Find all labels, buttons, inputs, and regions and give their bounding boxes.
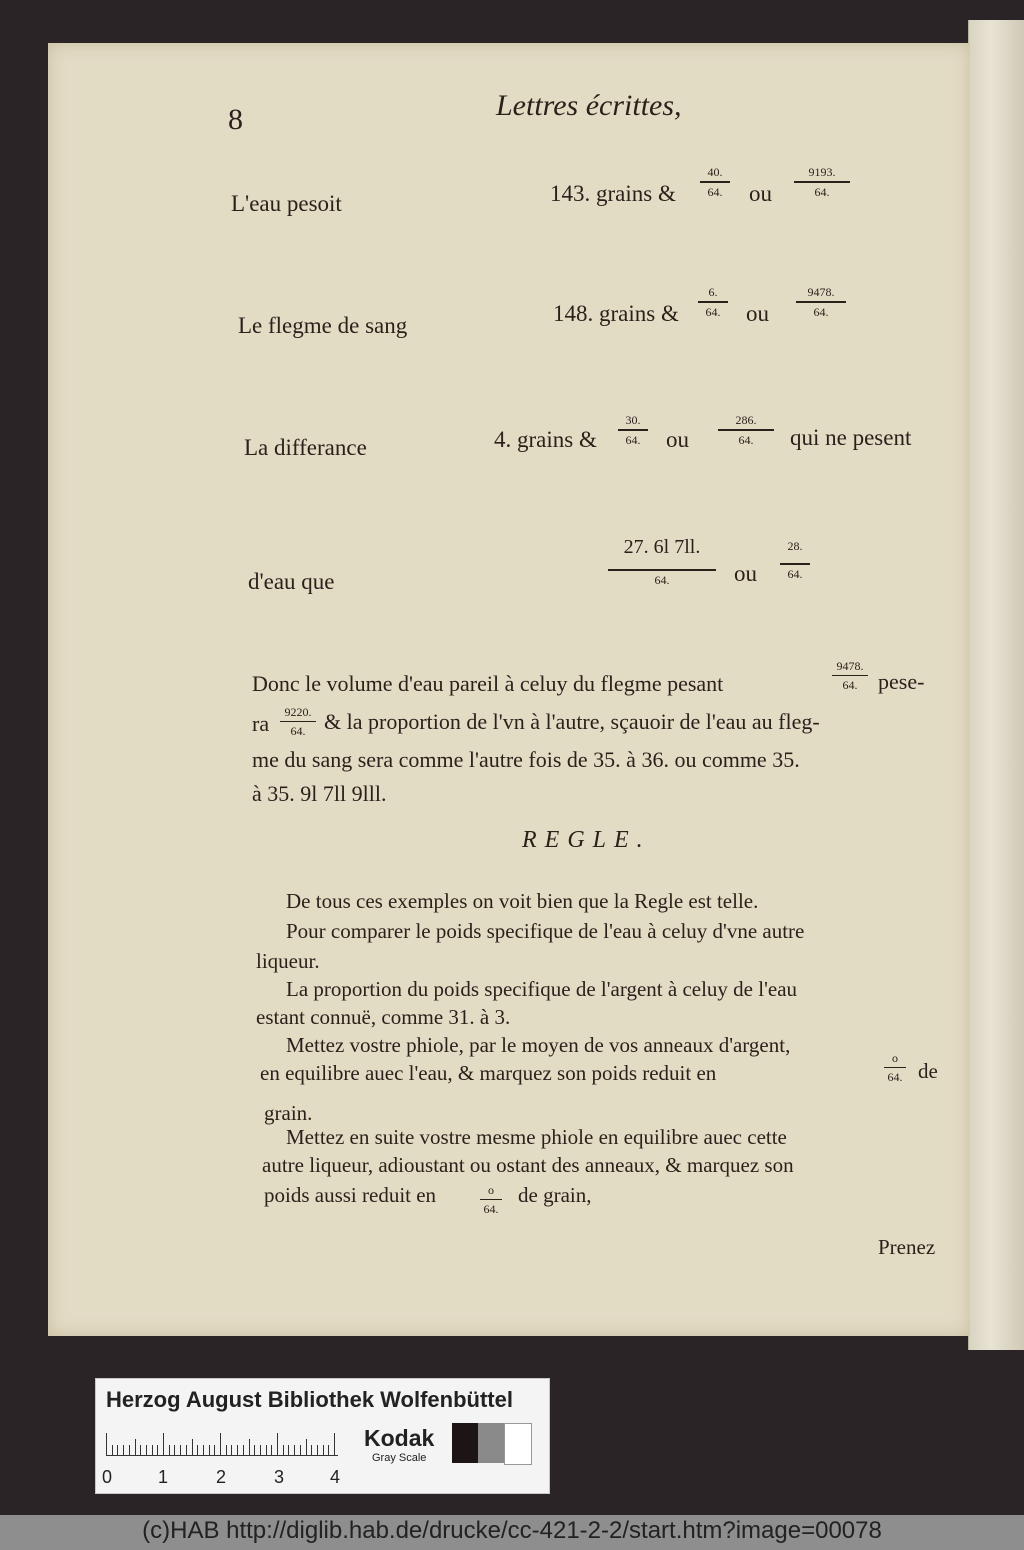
- rule-line-9: Mettez en suite vostre mesme phiole en equilibre auec cette: [286, 1125, 787, 1149]
- ruler-number: 4: [330, 1467, 341, 1487]
- rule-fraction-2: [480, 1183, 502, 1216]
- fraction-bar: [698, 301, 728, 303]
- fraction-numerator: 27. 6l 7ll.: [623, 536, 701, 558]
- ruler-tick: [306, 1439, 307, 1455]
- fraction-bar: [718, 429, 774, 431]
- ruler-number: 2: [216, 1467, 227, 1487]
- ruler-tick: [209, 1445, 210, 1455]
- fraction-bar: [832, 675, 868, 676]
- ruler-tick: [317, 1445, 318, 1455]
- rule-line-7-end: de: [918, 1059, 938, 1083]
- ruler-tick: [260, 1445, 261, 1455]
- fraction-numerator: 6.: [708, 285, 718, 299]
- row-water-amount: 143. grains &: [550, 181, 676, 206]
- ruler-tick: [283, 1445, 284, 1455]
- fraction-denominator: 64.: [813, 305, 829, 319]
- ruler-tick: [323, 1445, 324, 1455]
- row-water-that-fraction-2: [780, 539, 810, 581]
- ruler: [106, 1431, 338, 1456]
- fraction-numerator: 286.: [735, 413, 757, 427]
- ruler-tick: [214, 1445, 215, 1455]
- fraction-numerator: o: [488, 1183, 494, 1197]
- row-water-that-label: d'eau que: [248, 569, 335, 594]
- fraction-bar: [618, 429, 648, 431]
- row-water-that-fraction-1: [608, 535, 716, 587]
- ruler-tick: [254, 1445, 255, 1455]
- row-phlegm-label: Le flegme de sang: [238, 313, 408, 338]
- fraction-denominator: 64.: [625, 433, 641, 447]
- ruler-tick: [266, 1445, 267, 1455]
- fraction-numerator: 28.: [787, 539, 803, 553]
- rule-line-11-end: de grain,: [518, 1183, 592, 1207]
- fraction-bar: [794, 181, 850, 183]
- gray-swatch-black: [452, 1423, 478, 1463]
- ruler-number: 0: [102, 1467, 113, 1487]
- ruler-tick: [106, 1433, 107, 1455]
- para-line-2: & la proportion de l'vn à l'autre, sçauoir de l'eau au fleg-: [324, 709, 820, 734]
- para-line-1-end: pese-: [878, 669, 925, 694]
- fraction-bar: [608, 569, 716, 571]
- gray-swatch-white: [504, 1423, 532, 1465]
- row-difference-or: ou: [666, 427, 689, 452]
- fraction-denominator: 64.: [705, 305, 721, 319]
- ruler-tick: [152, 1445, 153, 1455]
- fraction-bar: [700, 181, 730, 183]
- ruler-tick: [311, 1445, 312, 1455]
- rule-line-11: poids aussi reduit en: [264, 1183, 437, 1207]
- facing-page-edge: [968, 20, 1024, 1350]
- ruler-tick: [226, 1445, 227, 1455]
- fraction-bar: [884, 1067, 906, 1068]
- fraction-denominator: 64.: [787, 567, 803, 581]
- ruler-tick: [140, 1445, 141, 1455]
- para-line-1: [252, 671, 723, 697]
- rule-line-10: autre liqueur, adioustant ou ostant des anneaux, & marquez son: [262, 1153, 794, 1177]
- fraction-denominator: 64.: [707, 185, 723, 199]
- rule-line-1: De tous ces exemples on voit bien que la Regle est telle.: [286, 889, 759, 913]
- rule-line-4: La proportion du poids specifique de l'argent à celuy de l'eau: [286, 977, 798, 1001]
- ruler-tick: [112, 1445, 113, 1455]
- ruler-tick: [220, 1433, 221, 1455]
- ruler-tick: [192, 1439, 193, 1455]
- fraction-numerator: 9478.: [807, 285, 835, 299]
- ruler-tick: [294, 1445, 295, 1455]
- row-water-fraction-2: [794, 165, 850, 199]
- row-phlegm-amount: 148. grains &: [553, 301, 679, 326]
- row-difference-fraction-1: [618, 413, 648, 447]
- ruler-tick: [157, 1445, 158, 1455]
- row-water-label: L'eau pesoit: [231, 191, 342, 216]
- rule-line-2: Pour comparer le poids specifique de l'eau à celuy d'vne autre: [286, 919, 805, 943]
- kodak-logo: Kodak: [364, 1425, 435, 1451]
- para-line-3: me du sang sera comme l'autre fois de 35. à 36. ou comme 35.: [252, 747, 800, 772]
- gray-swatch-mid: [478, 1423, 504, 1463]
- ruler-tick: [243, 1445, 244, 1455]
- row-difference-tail: qui ne pesent: [790, 425, 912, 450]
- ruler-tick: [300, 1445, 301, 1455]
- fraction-denominator: 64.: [483, 1202, 499, 1216]
- ruler-tick: [203, 1445, 204, 1455]
- library-name: Herzog August Bibliothek Wolfenbüttel: [106, 1387, 513, 1412]
- row-water-or: ou: [749, 181, 772, 206]
- para-line-4: à 35. 9l 7ll 9lll.: [252, 781, 387, 806]
- ruler-tick: [271, 1445, 272, 1455]
- para-fraction-1: [832, 659, 868, 692]
- fraction-bar: [280, 721, 316, 722]
- ruler-tick: [123, 1445, 124, 1455]
- ruler-tick: [237, 1445, 238, 1455]
- page-number: 8: [228, 103, 243, 136]
- fraction-denominator: 64.: [290, 724, 306, 738]
- ruler-tick: [334, 1433, 335, 1455]
- rule-line-6: Mettez vostre phiole, par le moyen de vos anneaux d'argent,: [286, 1033, 791, 1057]
- fraction-numerator: 40.: [707, 165, 723, 179]
- ruler-tick: [174, 1445, 175, 1455]
- ruler-tick: [163, 1433, 164, 1455]
- rule-line-8: grain.: [264, 1101, 313, 1125]
- fraction-numerator: 30.: [625, 413, 641, 427]
- fraction-denominator: 64.: [814, 185, 830, 199]
- ruler-number: 3: [274, 1467, 285, 1487]
- rule-fraction-1: [884, 1051, 906, 1084]
- catchword: Prenez: [878, 1235, 936, 1259]
- fraction-denominator: 64.: [842, 678, 858, 692]
- fraction-bar: [480, 1199, 502, 1200]
- fraction-numerator: 9478.: [836, 659, 864, 673]
- ruler-tick: [129, 1445, 130, 1455]
- fraction-numerator: 9220.: [284, 705, 312, 719]
- ruler-tick: [117, 1445, 118, 1455]
- rule-heading: REGLE.: [522, 827, 651, 853]
- ruler-tick: [277, 1433, 278, 1455]
- rule-line-3: liqueur.: [256, 949, 320, 973]
- ruler-tick: [328, 1445, 329, 1455]
- fraction-numerator: 9193.: [808, 165, 836, 179]
- ruler-tick: [249, 1439, 250, 1455]
- fraction-denominator: 64.: [738, 433, 754, 447]
- rule-line-7: en equilibre auec l'eau, & marquez son poids reduit en: [260, 1061, 717, 1085]
- row-phlegm-fraction-1: [698, 285, 728, 319]
- fraction-bar: [796, 301, 846, 303]
- ruler-tick: [135, 1439, 136, 1455]
- row-difference-amount: 4. grains &: [494, 427, 597, 452]
- row-difference-fraction-2: [718, 413, 774, 447]
- fraction-bar: [780, 563, 810, 565]
- ruler-tick: [180, 1445, 181, 1455]
- para-fraction-2: [280, 705, 316, 738]
- para-line-2-start: ra: [252, 711, 270, 736]
- row-difference-label: La differance: [244, 435, 367, 460]
- row-phlegm-or: ou: [746, 301, 769, 326]
- fraction-numerator: o: [892, 1051, 898, 1065]
- row-phlegm-fraction-2: [796, 285, 846, 319]
- fraction-denominator: 64.: [887, 1070, 903, 1084]
- fraction-denominator: 64.: [654, 573, 670, 587]
- ruler-tick: [146, 1445, 147, 1455]
- para-text: Donc le volume d'eau pareil à celuy du flegme pesant: [252, 671, 724, 696]
- footer-copyright-url: (c)HAB http://diglib.hab.de/drucke/cc-421-2-2/start.htm?image=00078: [142, 1517, 882, 1544]
- row-water-that-or: ou: [734, 561, 757, 586]
- row-water-fraction-1: [700, 165, 730, 199]
- ruler-tick: [288, 1445, 289, 1455]
- running-title: Lettres écrittes,: [496, 89, 682, 122]
- ruler-number: 1: [158, 1467, 169, 1487]
- gray-scale-label: Gray Scale: [372, 1452, 427, 1464]
- ruler-tick: [231, 1445, 232, 1455]
- ruler-tick: [197, 1445, 198, 1455]
- book-page: [48, 43, 970, 1336]
- ruler-tick: [169, 1445, 170, 1455]
- rule-line-5: estant connuë, comme 31. à 3.: [256, 1005, 511, 1029]
- ruler-tick: [186, 1445, 187, 1455]
- color-target-card: [95, 1378, 550, 1494]
